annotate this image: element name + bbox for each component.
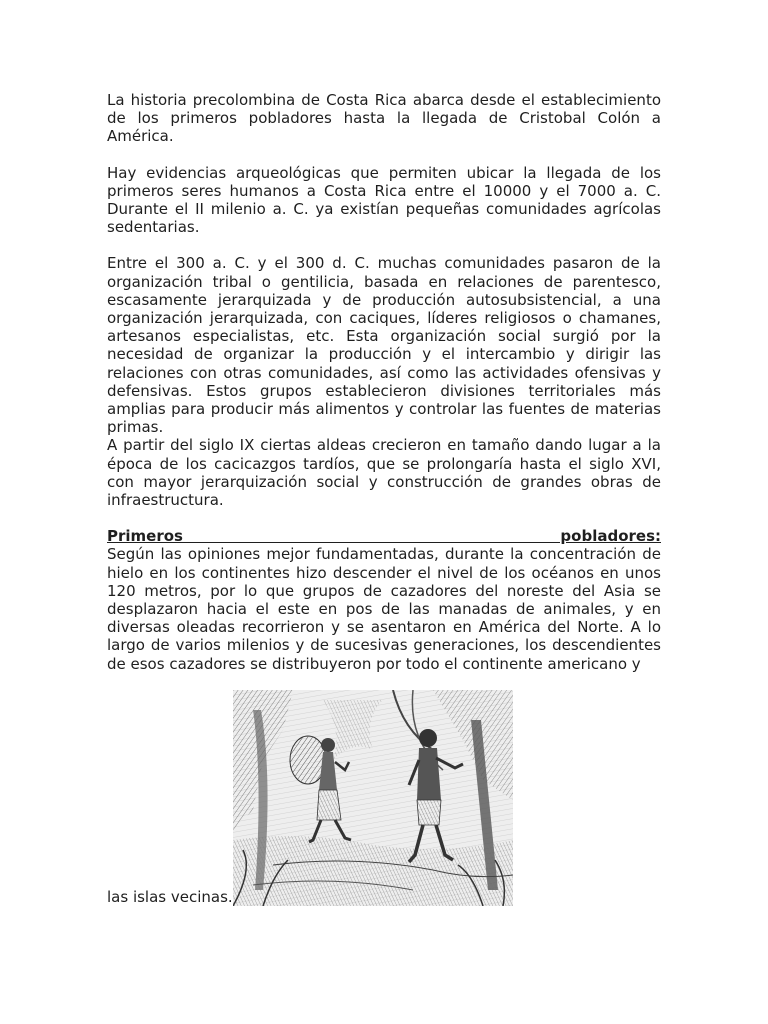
paragraph-intro: La historia precolombina de Costa Rica abarca desde el establecimiento de los primeros pobladores hasta la llegada de Cristobal Colón a América. — [107, 91, 661, 146]
last-line-with-image — [107, 690, 527, 906]
engraving-illustration — [233, 690, 513, 906]
paragraph-evidence: Hay evidencias arqueológicas que permiten ubicar la llegada de los primeros seres humanos a Costa Rica entre el 10000 y el 7000 a. C. Durante el II milenio a. C. ya existían pequeñas comunidades agrícolas sedentarias. — [107, 163, 661, 237]
paragraph-first-settlers: Según las opiniones mejor fundamentadas, durante la concentración de hielo en los continentes hizo descender el nivel de los océanos en unos 120 metros, por lo que grupos de cazadores del noreste del Asia se desplazaron hacia el este en pos de las manadas de animales, y en diversas oleadas recorrieron y se asentaron en América del Norte. A lo largo de varios milenios y de sucesivas generaciones, los descendientes de esos cazadores se distribuyeron por todo el continente americano y — [107, 545, 661, 673]
section-heading: Primeros pobladores: — [107, 527, 661, 546]
paragraph-cacicazgos: A partir del siglo IX ciertas aldeas crecieron en tamaño dando lugar a la época de los cacicazgos tardíos, que se prolongaría hasta el siglo XVI, con mayor jerarquización social y construcción de grandes obras de infraestructura. — [107, 436, 661, 510]
document-body — [107, 91, 661, 673]
paragraph-organization: Entre el 300 a. C. y el 300 d. C. muchas comunidades pasaron de la organización tribal o gentilicia, basada en relaciones de parentesco, escasamente jerarquizada y de producción autosubsistencial, a una organización jerarquizada, con caciques, líderes religiosos o chamanes, artesanos especialistas, etc. Esta organización social surgió por la necesidad de organizar la producción y el intercambio y dirigir las relaciones con otras comunidades, así como las actividades ofensivas y defensivas. Estos grupos establecieron divisiones territoriales más amplias para producir más alimentos y controlar las fuentes de materias primas. — [107, 254, 661, 437]
paragraph-end-text: las islas vecinas. — [107, 888, 233, 906]
